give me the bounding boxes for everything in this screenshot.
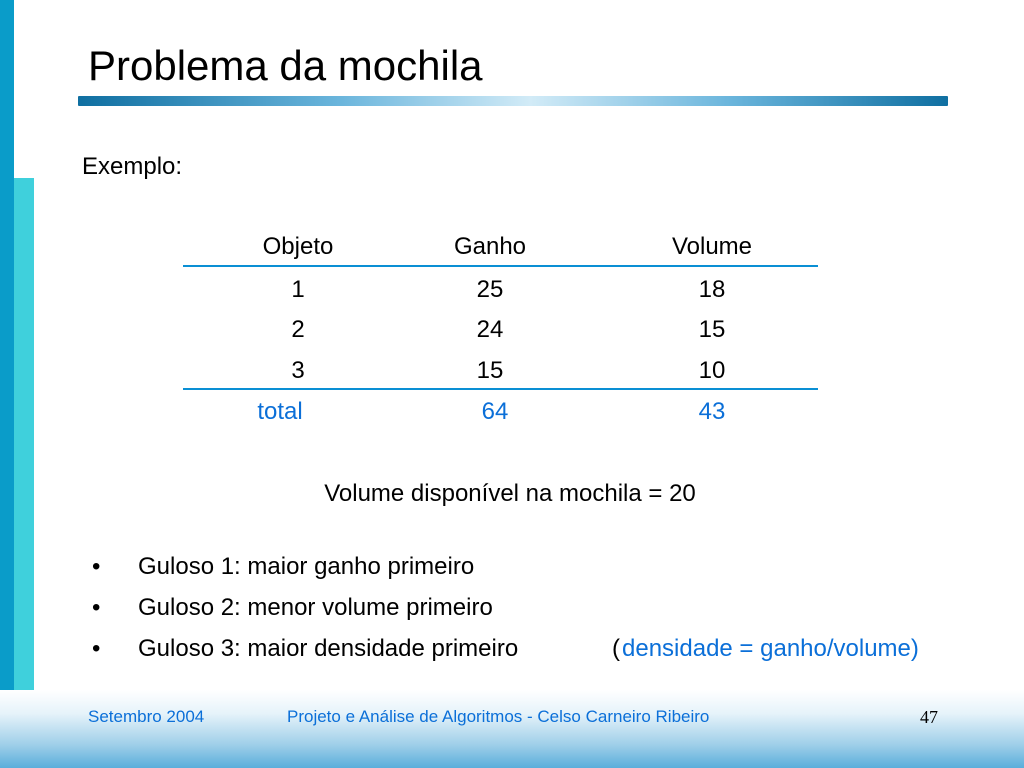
bullet-greedy-3: Guloso 3: maior densidade primeiro [138, 635, 519, 662]
bullet-greedy-3-note: densidade = ganho/volume) [622, 635, 919, 662]
table-total-label: total [257, 398, 303, 425]
intro-label: Exemplo: [82, 153, 183, 180]
table-cell-volume: 10 [698, 357, 726, 384]
table-total-rule [183, 388, 818, 390]
table-cell-objeto: 2 [291, 316, 305, 343]
table-header-rule [183, 265, 818, 267]
capacity-note-text: Volume disponível na mochila = 20 [324, 480, 696, 507]
footer-page-number: 47 [920, 707, 938, 727]
table-cell-ganho: 24 [476, 316, 504, 343]
table-cell-volume: 15 [698, 316, 726, 343]
table-cell-ganho: 25 [476, 276, 504, 303]
table-cell-ganho: 15 [476, 357, 504, 384]
table-header-objeto: Objeto [262, 233, 334, 260]
capacity-note [0, 480, 1024, 508]
slide-title: Problema da mochila [88, 42, 483, 89]
bullet-greedy-3-paren: ( [612, 635, 620, 662]
table-header-volume: Volume [671, 233, 753, 260]
title-underline [78, 96, 948, 106]
left-accent-bar [0, 0, 14, 768]
bullet-greedy-2: Guloso 2: menor volume primeiro [138, 594, 493, 621]
left-accent-bar-light [14, 178, 34, 750]
table-total-ganho: 64 [481, 398, 509, 425]
table-total-volume: 43 [698, 398, 726, 425]
table-header-ganho: Ganho [453, 233, 527, 260]
bullet-marker: • [92, 635, 101, 662]
footer-date: Setembro 2004 [88, 707, 205, 726]
footer-course: Projeto e Análise de Algoritmos - Celso Carneiro Ribeiro [287, 707, 710, 726]
footer-gradient-band [0, 690, 1024, 768]
bullet-marker: • [92, 553, 101, 580]
bullet-greedy-1: Guloso 1: maior ganho primeiro [138, 553, 475, 580]
table-cell-volume: 18 [698, 276, 726, 303]
table-cell-objeto: 3 [291, 357, 305, 384]
table-cell-objeto: 1 [291, 276, 305, 303]
bullet-marker: • [92, 594, 101, 621]
